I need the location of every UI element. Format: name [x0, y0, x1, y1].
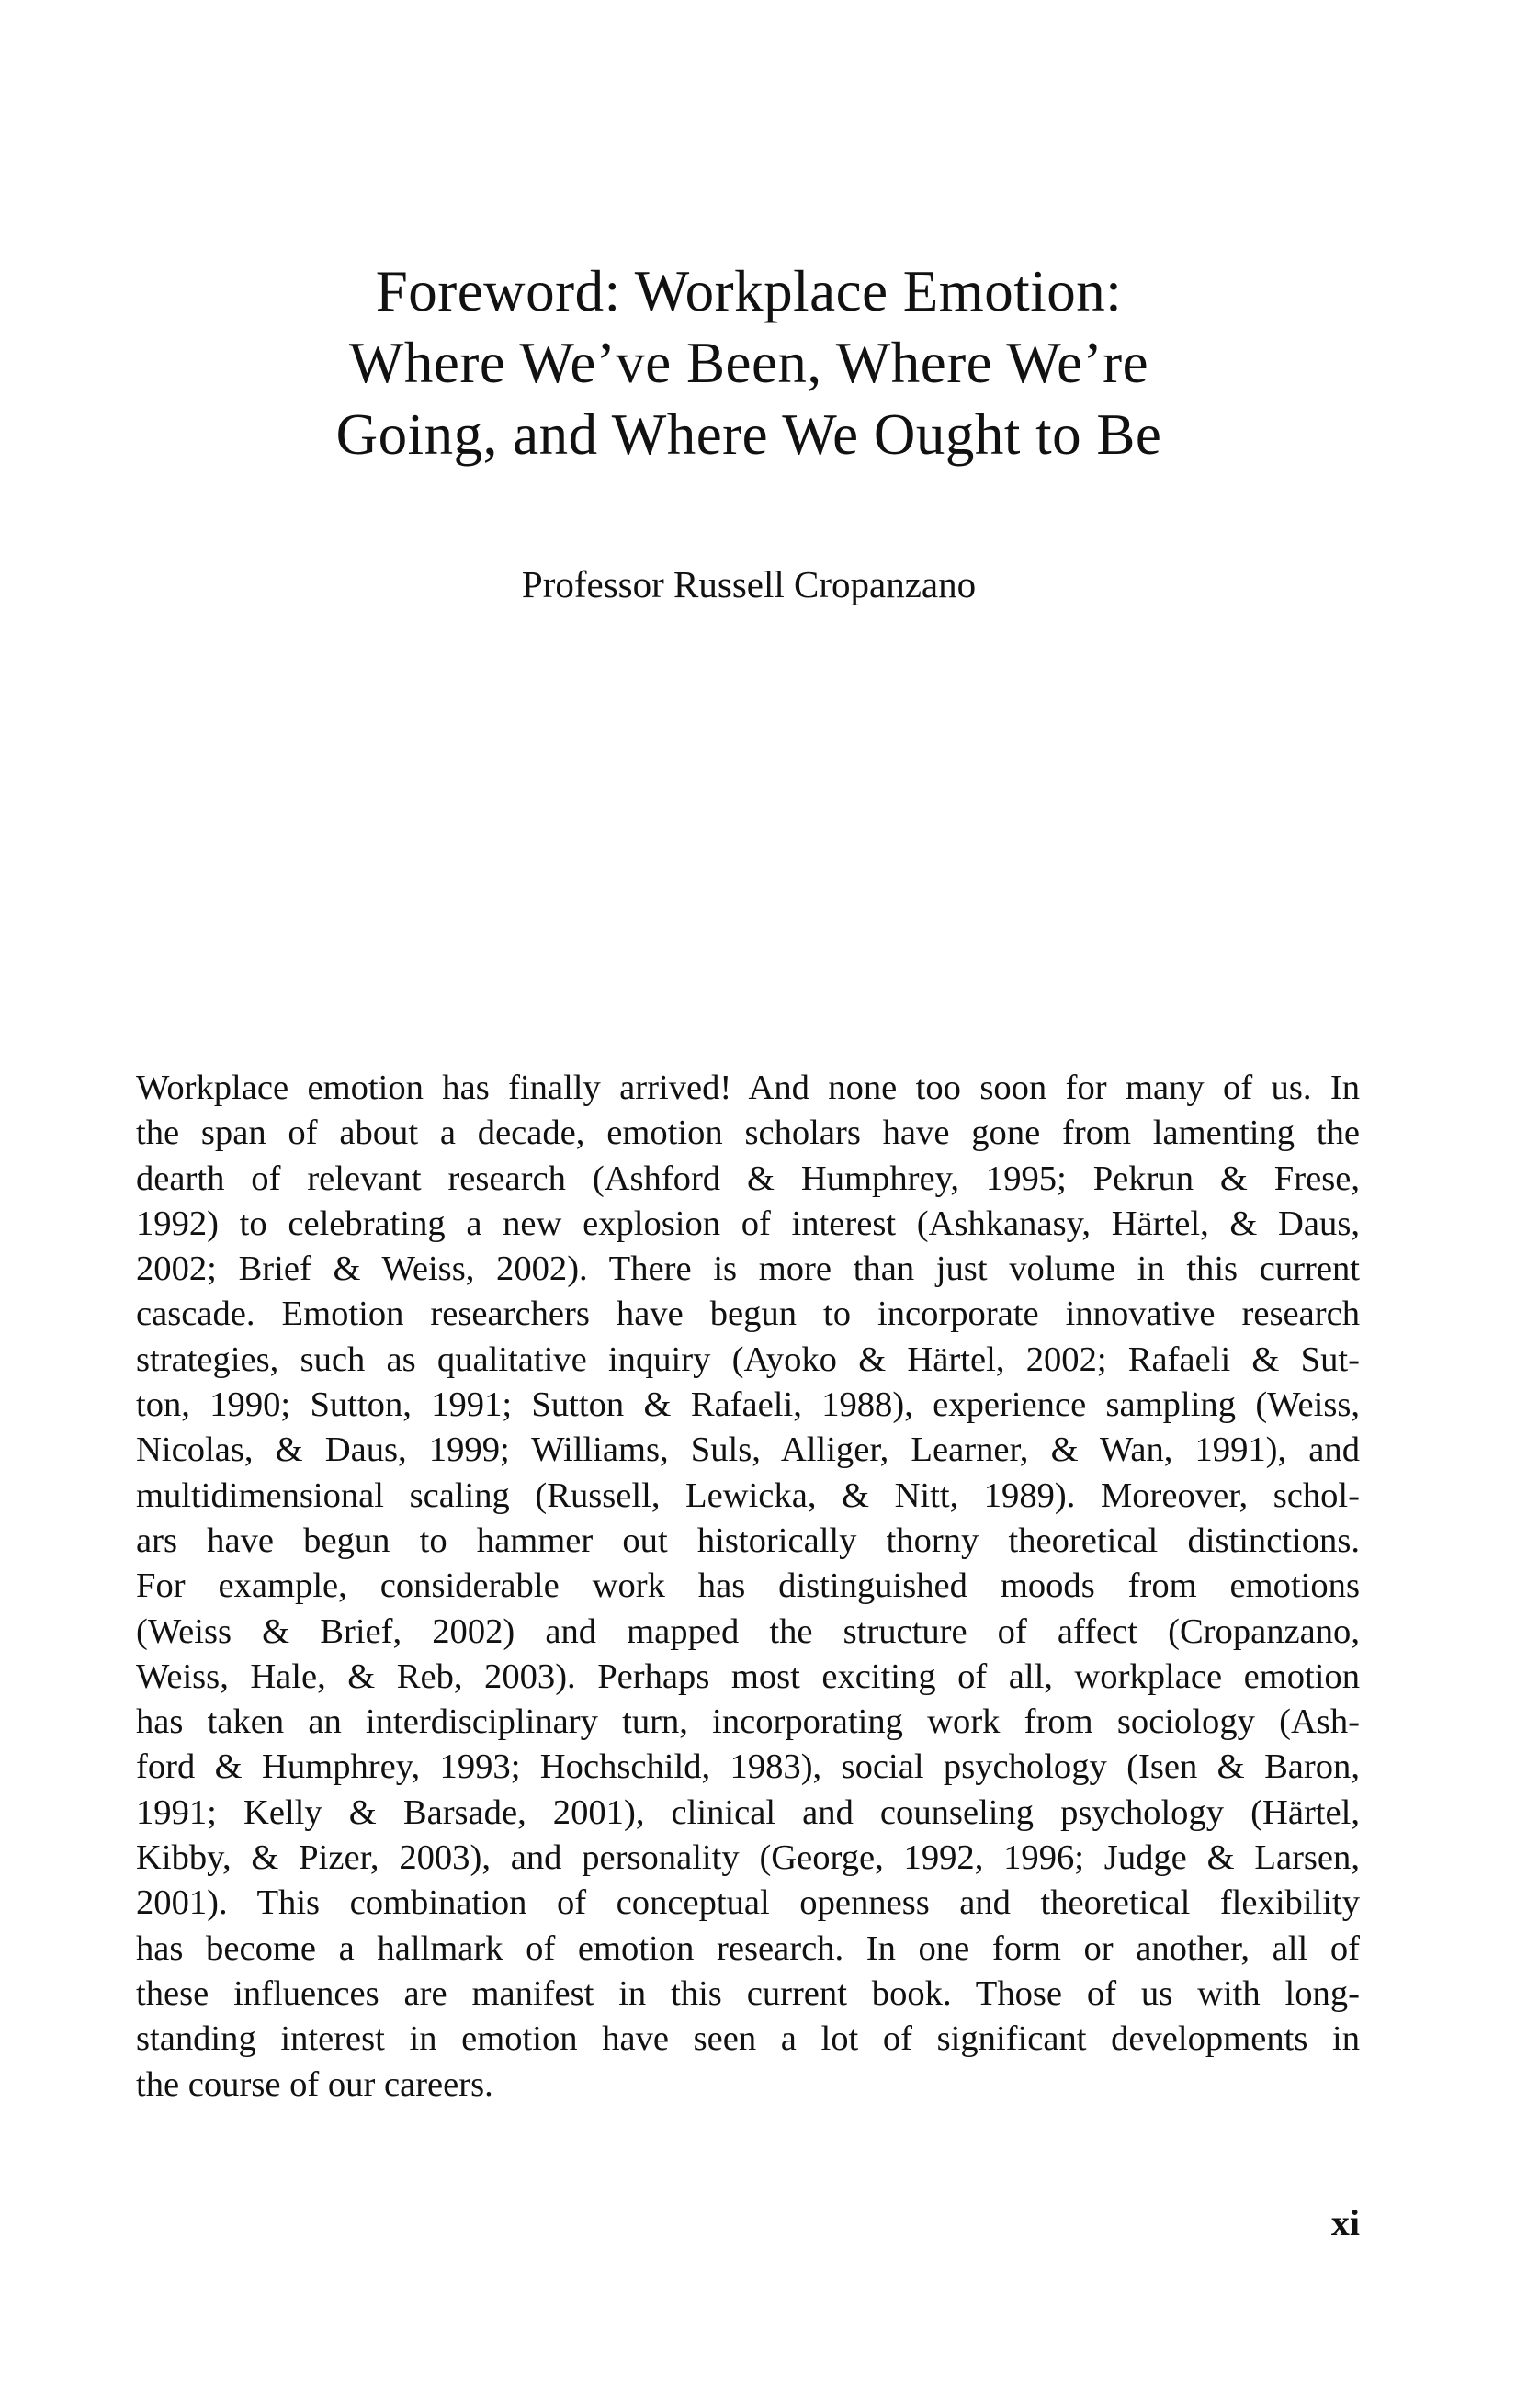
- text-line: Workplace emotion has finally arrived! And none too soon for many of us. In: [136, 1068, 1360, 1107]
- text-line: ton, 1990; Sutton, 1991; Sutton & Rafaeli, 1988), experience sampling (Weiss,: [136, 1385, 1360, 1425]
- chapter-title: [147, 255, 1351, 470]
- text-line: the course of our careers.: [136, 2064, 493, 2104]
- text-line: strategies, such as qualitative inquiry (Ayoko & Härtel, 2002; Rafaeli & Sut-: [136, 1340, 1360, 1379]
- text-line: has taken an interdisciplinary turn, incorporating work from sociology (Ash-: [136, 1702, 1360, 1742]
- text-line: the span of about a decade, emotion scholars have gone from lamenting the: [136, 1114, 1360, 1153]
- page-number: xi: [1330, 2202, 1360, 2244]
- text-line: these influences are manifest in this current book. Those of us with long-: [136, 1973, 1360, 2013]
- text-line: 2001). This combination of conceptual openness and theoretical flexibility: [136, 1883, 1360, 1923]
- text-line: standing interest in emotion have seen a lot of significant developments in: [136, 2019, 1360, 2059]
- text-line: has become a hallmark of emotion research. In one form or another, all of: [136, 1928, 1360, 1968]
- body-paragraph: [136, 1066, 1360, 2108]
- text-line: 2002; Brief & Weiss, 2002). There is more than just volume in this current: [136, 1249, 1360, 1289]
- author-name: Professor Russell Cropanzano: [521, 563, 977, 605]
- text-line: Weiss, Hale, & Reb, 2003). Perhaps most exciting of all, workplace emotion: [136, 1656, 1360, 1696]
- title-line: Where We’ve Been, Where We’re: [348, 331, 1149, 395]
- text-line: (Weiss & Brief, 2002) and mapped the structure of affect (Cropanzano,: [136, 1611, 1360, 1651]
- text-line: ars have begun to hammer out historically thorny theoretical distinctions.: [136, 1521, 1360, 1560]
- title-line: Going, and Where We Ought to Be: [335, 402, 1162, 467]
- text-line: 1992) to celebrating a new explosion of interest (Ashkanasy, Härtel, & Daus,: [136, 1204, 1360, 1243]
- text-line: ford & Humphrey, 1993; Hochschild, 1983), social psychology (Isen & Baron,: [136, 1747, 1360, 1787]
- title-line: Foreword: Workplace Emotion:: [375, 259, 1123, 323]
- text-line: Kibby, & Pizer, 2003), and personality (George, 1992, 1996; Judge & Larsen,: [136, 1838, 1360, 1878]
- text-line: multidimensional scaling (Russell, Lewicka, & Nitt, 1989). Moreover, schol-: [136, 1475, 1360, 1515]
- text-line: 1991; Kelly & Barsade, 2001), clinical and counseling psychology (Härtel,: [136, 1792, 1360, 1832]
- text-line: Nicolas, & Daus, 1999; Williams, Suls, Alliger, Learner, & Wan, 1991), and: [136, 1430, 1360, 1470]
- text-line: cascade. Emotion researchers have begun to incorporate innovative research: [136, 1294, 1360, 1334]
- text-line: For example, considerable work has distinguished moods from emotions: [136, 1566, 1360, 1606]
- text-line: dearth of relevant research (Ashford & Humphrey, 1995; Pekrun & Frese,: [136, 1159, 1360, 1198]
